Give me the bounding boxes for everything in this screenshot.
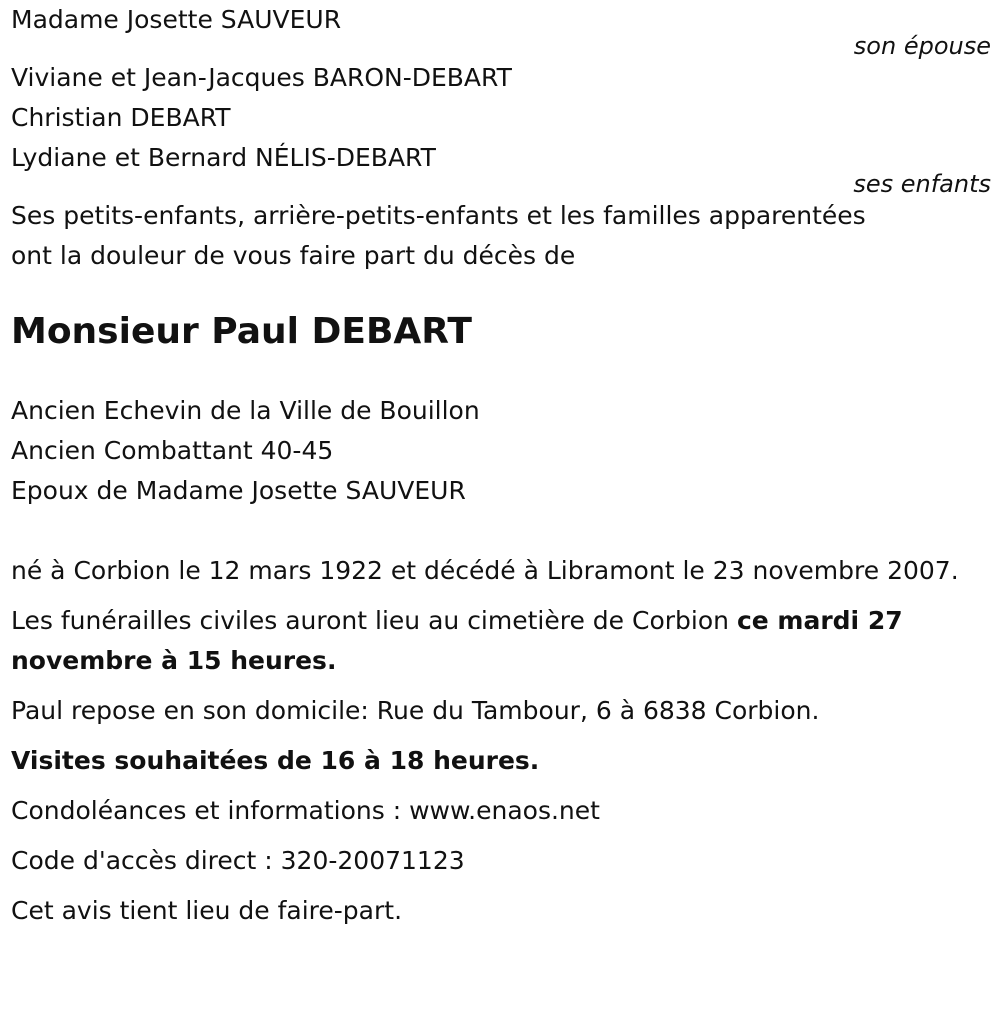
child-name: Lydiane et Bernard NÉLIS-DEBART — [11, 143, 436, 172]
access-code: Code d'accès direct : 320-20071123 — [11, 846, 465, 875]
spouse-role: son épouse — [853, 32, 991, 60]
funeral-text: Les funérailles civiles auront lieu au cimetière de Corbion — [11, 606, 737, 635]
deceased-title: Ancien Combattant 40-45 — [11, 436, 334, 465]
children-role: ses enfants — [853, 170, 991, 198]
deceased-title: Ancien Echevin de la Ville de Bouillon — [11, 396, 480, 425]
announcement-line: ont la douleur de vous faire part du décès de — [11, 241, 576, 270]
rest-location: Paul repose en son domicile: Rue du Tambour, 6 à 6838 Corbion. — [11, 696, 820, 725]
obituary-notice — [11, 0, 991, 931]
announcement-line: Ses petits-enfants, arrière-petits-enfants et les familles apparentées — [11, 201, 866, 230]
child-name: Christian DEBART — [11, 103, 231, 132]
spouse-name: Madame Josette SAUVEUR — [11, 5, 342, 34]
funeral-info — [11, 601, 991, 681]
birth-death-dates: né à Corbion le 12 mars 1922 et décédé à Libramont le 23 novembre 2007. — [11, 556, 959, 585]
spacer — [11, 511, 991, 551]
funeral-date: ce mardi 27 novembre à 15 heures. — [11, 606, 903, 675]
condolences-info: Condoléances et informations : www.enaos.net — [11, 796, 600, 825]
closing-notice: Cet avis tient lieu de faire-part. — [11, 896, 403, 925]
visits-hours: Visites souhaitées de 16 à 18 heures. — [11, 746, 540, 775]
deceased-title: Epoux de Madame Josette SAUVEUR — [11, 476, 466, 505]
child-name: Viviane et Jean-Jacques BARON-DEBART — [11, 63, 512, 92]
deceased-name: Monsieur Paul DEBART — [11, 311, 472, 352]
